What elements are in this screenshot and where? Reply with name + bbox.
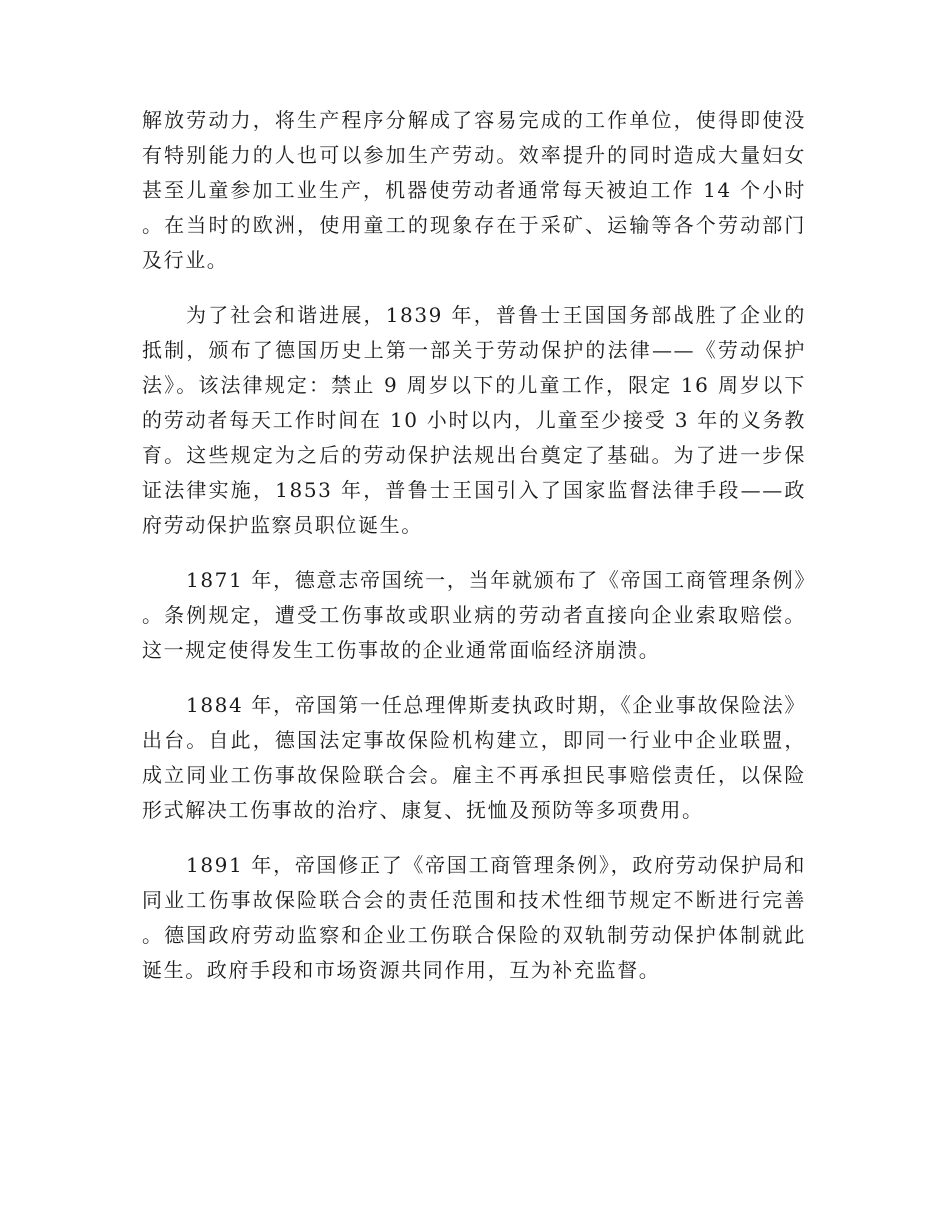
paragraph-5: 1891 年，帝国修正了《帝国工商管理条例》，政府劳动保护局和同业工伤事故保险联合会的责任范围和技术性细节规定不断进行完善。德国政府劳动监察和企业工伤联合保险的双轨制劳动保护体制就此诞生。政府手段和市场资源共同作用，互为补充监督。 [142,853,806,982]
paragraph-3: 1871 年，德意志帝国统一，当年就颁布了《帝国工商管理条例》。条例规定，遭受工伤事故或职业病的劳动者直接向企业索取赔偿。这一规定使得发生工伤事故的企业通常面临经济崩溃。 [142,568,806,662]
paragraph-1: 解放劳动力，将生产程序分解成了容易完成的工作单位，使得即使没有特别能力的人也可以参加生产劳动。效率提升的同时造成大量妇女甚至儿童参加工业生产，机器使劳动者通常每天被迫工作 14 个小时。在当时的欧洲，使用童工的现象存在于采矿、运输等各个劳动部门及行业。 [142,108,806,272]
document-body [142,103,806,1008]
paragraph-2: 为了社会和谐进展，1839 年，普鲁士王国国务部战胜了企业的抵制，颁布了德国历史上第一部关于劳动保护的法律——《劳动保护法》。该法律规定：禁止 9 周岁以下的儿童工作，限定 16 周岁以下的劳动者每天工作时间在 10 小时以内，儿童至少接受 3 年的义务教育。这些规定为之后的劳动保护法规出台奠定了基础。为了进一步保证法律实施，1853 年，普鲁士王国引入了国家监督法律手段——政府劳动保护监察员职位诞生。 [142,303,806,537]
paragraph-4: 1884 年，帝国第一任总理俾斯麦执政时期，《企业事故保险法》出台。自此，德国法定事故保险机构建立，即同一行业中企业联盟，成立同业工伤事故保险联合会。雇主不再承担民事赔偿责任，以保险形式解决工伤事故的治疗、康复、抚恤及预防等多项费用。 [142,693,806,822]
